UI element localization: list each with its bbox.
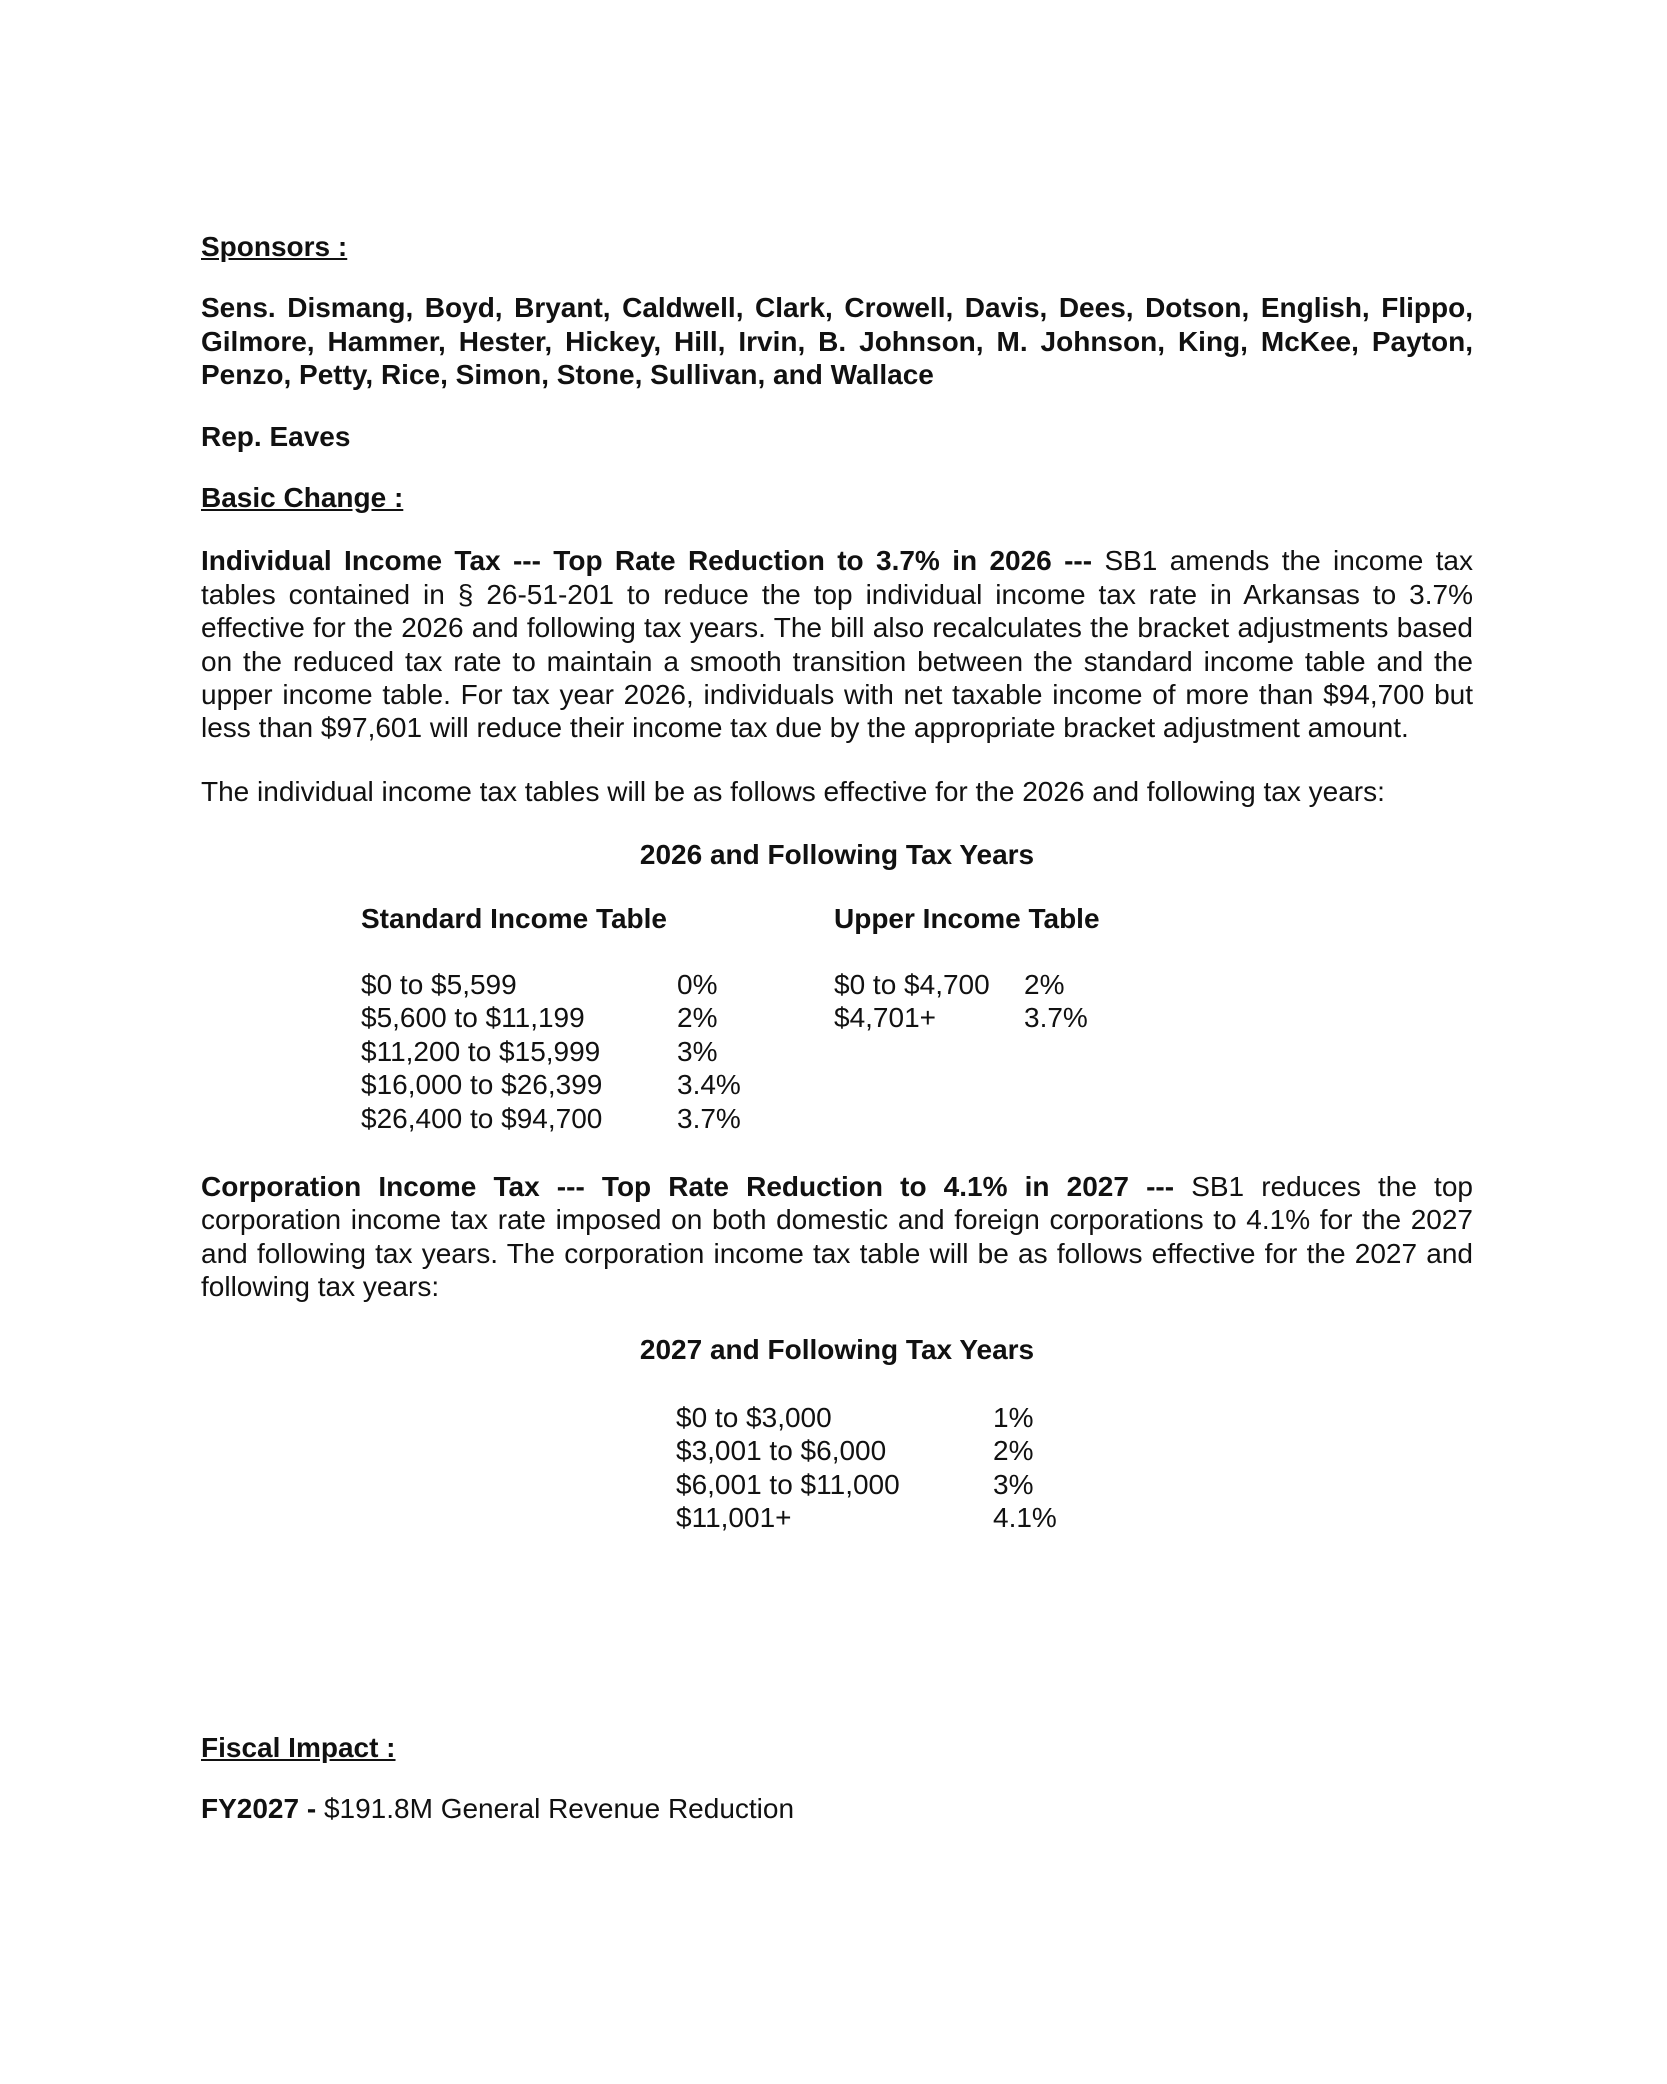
fiscal-impact-line xyxy=(201,1792,1473,1825)
table-row xyxy=(834,1001,1100,1034)
bracket-rate: 3% xyxy=(677,1035,718,1067)
bracket-range: $0 to $5,599 xyxy=(361,969,517,1001)
individual-income-tax-paragraph xyxy=(201,544,1473,744)
upper-income-table xyxy=(834,902,1100,1035)
bracket-rate: 1% xyxy=(993,1401,1034,1433)
bracket-range: $11,001+ xyxy=(676,1501,792,1533)
standard-income-table-title: Standard Income Table xyxy=(361,902,667,934)
individual-tables-title: 2026 and Following Tax Years xyxy=(639,839,1035,871)
bracket-rate: 2% xyxy=(677,1002,718,1034)
bracket-range: $4,701+ xyxy=(834,1002,936,1034)
bracket-rate: 0% xyxy=(677,969,718,1001)
corporation-income-tax-text: SB1 reduces the top corporation income tax rate imposed on both domestic and foreign corporations to 4.1% for the 2027 and following tax years. The corporation income tax table will be as follows effective for the 2027 and following tax years: xyxy=(201,1170,1473,1302)
bracket-range: $3,001 to $6,000 xyxy=(676,1435,887,1467)
fiscal-year-label: FY2027 - xyxy=(201,1793,317,1825)
individual-tax-tables xyxy=(201,902,1473,1142)
document-body xyxy=(201,230,1473,1535)
bracket-rate: 3% xyxy=(993,1468,1034,1500)
individual-income-tax-lead: Individual Income Tax --- Top Rate Reduction to 3.7% in 2026 --- xyxy=(201,545,1093,577)
fiscal-impact-amount: $191.8M General Revenue Reduction xyxy=(316,1793,795,1825)
table-row xyxy=(201,1468,1473,1501)
fiscal-impact-section xyxy=(201,1731,1473,1826)
bracket-range: $6,001 to $11,000 xyxy=(676,1468,900,1500)
standard-income-table-rows xyxy=(361,968,741,1135)
bracket-range: $0 to $4,700 xyxy=(834,969,990,1001)
corporation-income-tax-lead: Corporation Income Tax --- Top Rate Reduction to 4.1% in 2027 --- xyxy=(201,1170,1175,1202)
bracket-range: $16,000 to $26,399 xyxy=(361,1069,603,1101)
table-row xyxy=(361,1068,741,1101)
basic-change-heading: Basic Change : xyxy=(201,482,404,514)
fiscal-impact-heading: Fiscal Impact : xyxy=(201,1732,396,1763)
bracket-range: $0 to $3,000 xyxy=(676,1401,832,1433)
bracket-rate: 3.7% xyxy=(677,1102,741,1134)
table-row xyxy=(201,1434,1473,1467)
table-row xyxy=(834,968,1100,1001)
table-row xyxy=(361,1001,718,1034)
bracket-range: $5,600 to $11,199 xyxy=(361,1002,585,1034)
tables-intro: The individual income tax tables will be as follows effective for the 2026 and following tax years: xyxy=(201,775,1385,807)
upper-income-table-rows xyxy=(834,968,1100,1035)
corporate-income-tax-table xyxy=(201,1401,1473,1535)
corporation-income-tax-paragraph xyxy=(201,1170,1473,1304)
individual-income-tax-text: SB1 amends the income tax tables contained in § 26-51-201 to reduce the top individual income tax rate in Arkansas to 3.7% effective for the 2026 and following tax years. The bill also recalculates the bracket adjustments based on the reduced tax rate to maintain a smooth transition between the standard income table and the upper income table. For tax year 2026, individuals with net taxable income of more than $94,700 but less than $97,601 will reduce their income tax due by the appropriate bracket adjustment amount. xyxy=(201,545,1473,744)
table-row xyxy=(361,1035,718,1068)
bracket-rate: 2% xyxy=(993,1435,1034,1467)
bracket-rate: 3.7% xyxy=(1024,1002,1088,1034)
sponsors-heading: Sponsors : xyxy=(201,231,348,262)
corporate-table-title: 2027 and Following Tax Years xyxy=(639,1334,1035,1366)
upper-income-table-title: Upper Income Table xyxy=(834,902,1100,934)
table-row xyxy=(201,1501,1473,1534)
table-row xyxy=(201,1401,1473,1434)
bracket-rate: 3.4% xyxy=(677,1069,741,1101)
standard-income-table xyxy=(361,902,741,1135)
bracket-range: $26,400 to $94,700 xyxy=(361,1102,603,1134)
bracket-range: $11,200 to $15,999 xyxy=(361,1035,601,1067)
sponsors-representatives: Rep. Eaves xyxy=(201,420,351,452)
table-row xyxy=(361,968,718,1001)
bracket-rate: 4.1% xyxy=(993,1501,1057,1533)
sponsors-senators: Sens. Dismang, Boyd, Bryant, Caldwell, Clark, Crowell, Davis, Dees, Dotson, English, Flippo, Gilmore, Hammer, Hester, Hickey, Hill, Irvin, B. Johnson, M. Johnson, King, McKee, Payton, Penzo, Petty, Rice, Simon, Stone, Sullivan, and Wallace xyxy=(201,292,1473,391)
table-row xyxy=(361,1102,741,1135)
bracket-rate: 2% xyxy=(1024,969,1065,1001)
